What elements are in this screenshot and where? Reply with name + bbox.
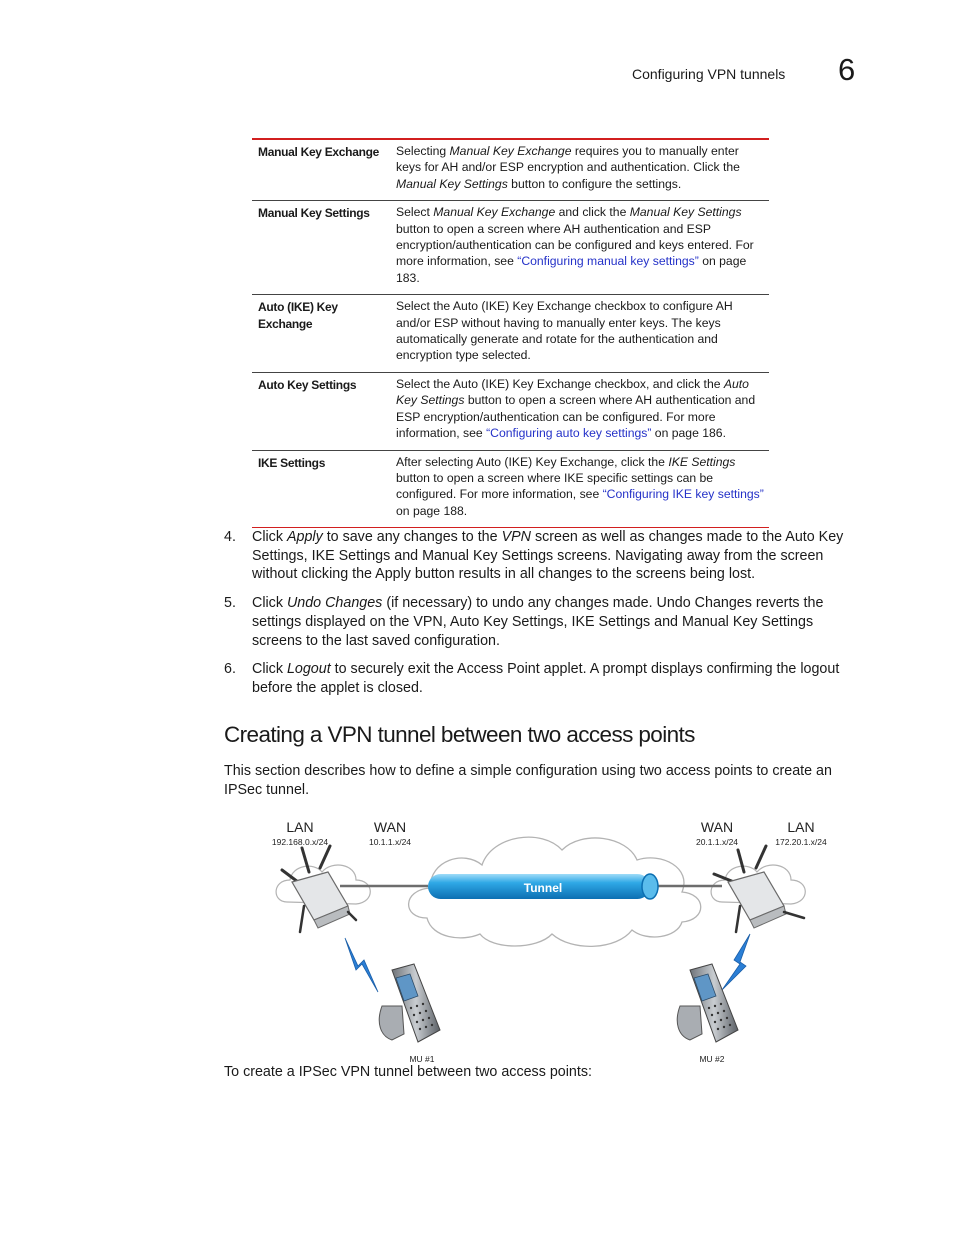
chapter-number: 6 — [838, 52, 856, 87]
closing-paragraph: To create a IPSec VPN tunnel between two access points: — [224, 1064, 592, 1080]
emphasis-text: Manual Key Exchange — [433, 205, 556, 220]
text-run: Selecting — [396, 144, 450, 158]
vpn-tunnel-diagram — [252, 810, 852, 1070]
cross-reference-link[interactable]: “Configuring auto key settings” — [486, 426, 652, 441]
emphasis-text: Logout — [286, 661, 331, 678]
emphasis-text: VPN — [501, 529, 531, 545]
text-run: Select — [396, 205, 434, 220]
description-cell — [390, 139, 769, 201]
description-cell — [390, 372, 769, 450]
mobile-unit-1-icon — [379, 964, 440, 1042]
step-number: 4. — [224, 529, 236, 545]
text-run: and click the — [555, 205, 630, 220]
mobile-unit-1-label: MU #1 — [409, 1054, 435, 1064]
emphasis-text: Undo Changes — [286, 595, 383, 612]
right-lan-label: LAN — [787, 819, 815, 835]
mobile-unit-2-icon — [677, 964, 738, 1042]
term-cell: Auto (IKE) Key Exchange — [252, 295, 390, 373]
step-item — [224, 528, 864, 584]
table-row — [252, 450, 769, 528]
text-run: Click — [252, 661, 287, 678]
right-wan-label: WAN — [700, 819, 734, 835]
text-run: button to configure the settings. — [507, 176, 682, 191]
left-wireless-link-icon — [345, 938, 378, 992]
tunnel-label: Tunnel — [523, 881, 563, 895]
description-cell — [390, 201, 769, 295]
step-item — [224, 660, 864, 697]
step-text — [252, 529, 843, 582]
table-row — [252, 139, 769, 201]
text-run: Click — [252, 595, 287, 612]
text-run: requires you to manually enter keys for AH and/or ESP encryption and authentication. Click the — [396, 144, 740, 175]
running-header-title: Configuring VPN tunnels — [632, 66, 786, 82]
table-row — [252, 295, 769, 373]
cross-reference-link[interactable]: “Configuring manual key settings” — [517, 254, 699, 269]
description-cell — [390, 450, 769, 528]
table-row — [252, 372, 769, 450]
step-number: 5. — [224, 595, 236, 612]
emphasis-text: IKE Settings — [668, 454, 736, 469]
emphasis-text: Auto Key Settings — [396, 376, 749, 408]
section-intro: This section describes how to define a simple configuration using two access points to create an IPSec tunnel. — [224, 763, 832, 798]
term-cell: Manual Key Settings — [252, 201, 390, 295]
vpn-tunnel-tube — [428, 874, 658, 899]
text-run: to securely exit the Access Point applet. A prompt displays confirming the logout before the applet is closed. — [252, 661, 840, 696]
table-row — [252, 201, 769, 295]
term-cell: Auto Key Settings — [252, 372, 390, 450]
term-cell: Manual Key Exchange — [252, 139, 390, 201]
emphasis-text: Apply — [286, 529, 323, 545]
text-run: button to open a screen where IKE specific settings can be configured. For more information, see — [396, 470, 714, 502]
text-run: Select the Auto (IKE) Key Exchange checkbox, and click the — [396, 376, 724, 391]
text-run: button to open a screen where AH authentication and ESP encryption/authentication can be configured and keys entered. For more information, see — [396, 221, 754, 269]
mobile-unit-2-label: MU #2 — [699, 1054, 725, 1064]
procedure-steps — [224, 528, 864, 708]
step-text — [252, 661, 839, 696]
settings-definition-table — [252, 138, 769, 528]
text-run: button to open a screen where AH authentication and ESP encryption/authentication can be configured. For more information, see — [396, 393, 756, 441]
left-wan-label: WAN — [373, 819, 407, 835]
text-run: After selecting Auto (IKE) Key Exchange, click the — [396, 454, 669, 469]
section-heading: Creating a VPN tunnel between two access points — [224, 722, 695, 747]
text-run: screen as well as changes made to the Auto Key Settings, IKE Settings and Manual Key Settings screens. Navigating away from the screen without clicking the Apply button results in all changes to the screens being lost. — [252, 529, 844, 583]
description-cell — [390, 295, 769, 373]
text-run: on page 186. — [651, 426, 726, 441]
step-item — [224, 594, 864, 650]
left-wan-address: 10.1.1.x/24 — [368, 837, 412, 847]
text-run: on page 183. — [396, 254, 747, 285]
left-lan-label: LAN — [286, 819, 314, 835]
text-run: Select the Auto (IKE) Key Exchange checkbox to configure AH and/or ESP without having to manually enter keys. The keys automatically generate and rotate for the authentication and encryption type selected. — [396, 299, 733, 363]
emphasis-text: Manual Key Settings — [629, 205, 742, 220]
term-cell: IKE Settings — [252, 450, 390, 528]
text-run: (if necessary) to undo any changes made. Undo Changes reverts the settings displayed on the VPN, Auto Key Settings, IKE Settings and Manual Key Settings screens to the last saved configuration. — [252, 595, 824, 649]
cross-reference-link[interactable]: “Configuring IKE key settings” — [602, 487, 764, 502]
text-run: Click — [252, 529, 287, 545]
text-run: on page 188. — [396, 503, 468, 518]
emphasis-text: Manual Key Exchange — [449, 144, 572, 158]
step-number: 6. — [224, 661, 236, 678]
right-wireless-link-icon — [722, 934, 750, 990]
text-run: to save any changes to the — [322, 529, 502, 545]
right-wan-address: 20.1.1.x/24 — [695, 837, 739, 847]
step-text — [252, 595, 823, 648]
emphasis-text: Manual Key Settings — [396, 176, 508, 191]
right-lan-address: 172.20.1.x/24 — [775, 837, 827, 847]
left-lan-address: 192.168.0.x/24 — [271, 837, 329, 847]
